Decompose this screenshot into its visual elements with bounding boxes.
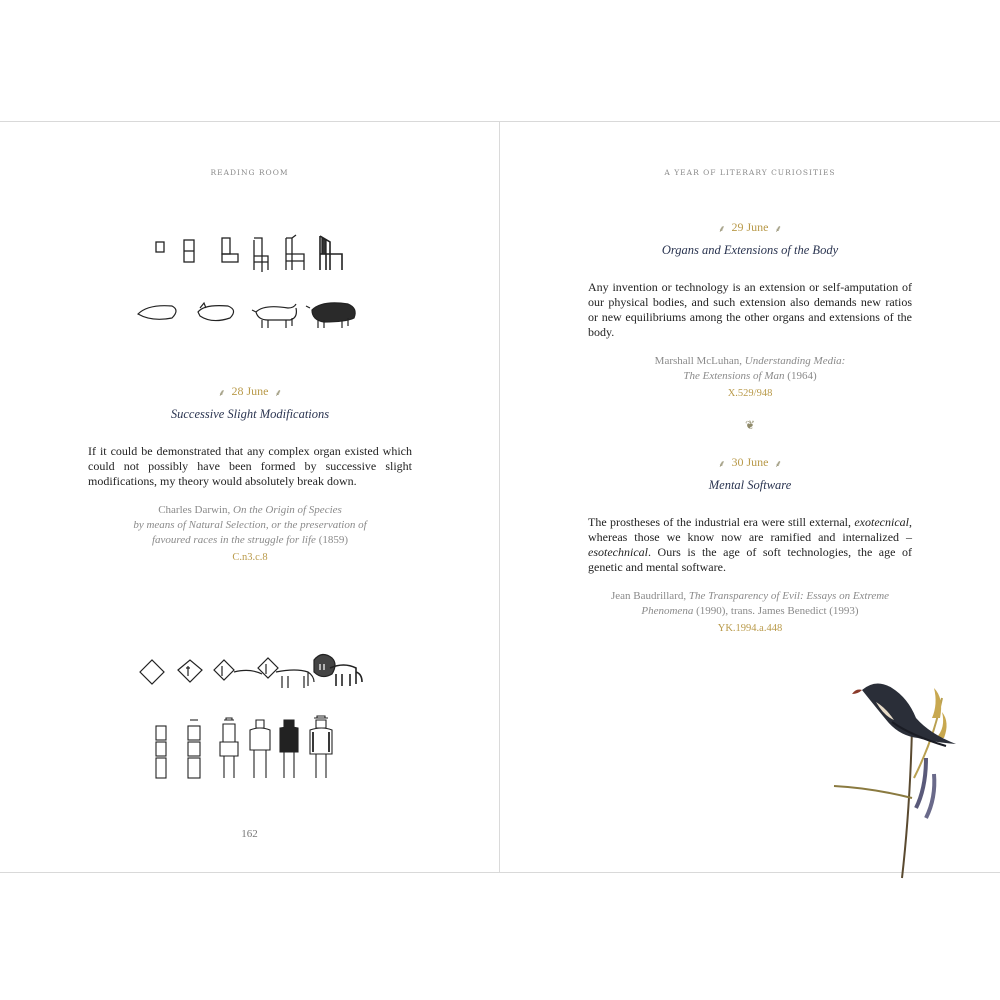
lion-evolution-drawing [136,650,366,694]
attribution: Marshall McLuhan, Understanding Media: The Extensions of Man (1964) [654,355,846,382]
entry-date: 30 June [731,455,769,469]
ornament-right-icon: ⸙ [774,223,782,235]
entry-date: 29 June [731,220,769,234]
entry-title: Organs and Extensions of the Body [661,243,839,257]
quote-segment: . Ours is the age of soft technologies, the age of genetic and mental software. [588,545,912,574]
shelfmark: X.529/948 [727,388,773,399]
quote-segment: , whereas those we know now are ramified and internalized – [588,515,912,544]
quote-text [588,515,912,575]
page-number: 162 [241,828,258,840]
shelfmark: YK.1994.a.448 [717,623,783,634]
author-name: Charles Darwin [158,504,228,516]
section-divider-icon: ❦ [744,418,756,432]
entry-title: Mental Software [708,478,792,492]
pig-evolution-drawing [134,298,364,332]
ornament-left-icon: ⸙ [218,387,226,399]
publication-year: (1964) [787,370,817,382]
author-name: Marshall McLuhan [654,355,740,367]
quote-emphasis: exotecnical [854,515,909,529]
date-heading [588,220,912,235]
entry-28-june [88,384,412,563]
swallow-on-grass-drawing [832,678,972,878]
quote-segment: The prostheses of the industrial era were still external, [588,515,855,529]
ornament-left-icon: ⸙ [718,223,726,235]
left-page [0,122,499,872]
right-page [500,122,1000,872]
chair-evolution-drawing [150,234,350,274]
work-title-line1: The Transparency of Evil: Essays on Extreme [688,590,890,602]
quote-emphasis: esotechnical [588,545,648,559]
attribution: Jean Baudrillard, The Transparency of Evil: Essays on Extreme Phenomena (1990), trans. James Benedict (1993) [610,590,890,617]
attribution: Charles Darwin, On the Origin of Species by means of Natural Selection, or the preservation of favoured races in the struggle for life (1859) [133,504,367,546]
ornament-left-icon: ⸙ [718,458,726,470]
running-head-right: A YEAR OF LITERARY CURIOSITIES [664,168,836,177]
date-heading [588,455,912,470]
entry-date: 28 June [231,384,269,398]
work-title-line2: The Extensions of Man [683,370,785,382]
publication-year: (1990), trans. James Benedict (1993) [696,605,859,617]
shelfmark: C.n3.c.8 [232,552,268,563]
work-title-line2: by means of Natural Selection, or the preservation of [133,519,367,531]
running-head-left: READING ROOM [210,168,289,177]
work-title-line1: Understanding Media: [744,355,846,367]
publication-year: (1859) [318,534,349,546]
work-title-line2: Phenomena [641,605,694,617]
quote-text: If it could be demonstrated that any complex organ existed which could not possibly have been formed by successive slight modifications, my theory would absolutely break down. [88,444,412,488]
ornament-right-icon: ⸙ [774,458,782,470]
author-name: Jean Baudrillard [610,590,684,602]
entry-29-june [588,220,912,399]
book-spread [0,121,1000,873]
ornament-right-icon: ⸙ [274,387,282,399]
entry-title: Successive Slight Modifications [170,407,330,421]
date-heading [88,384,412,399]
work-title-line3: favoured races in the struggle for life [151,534,316,546]
work-title-line1: On the Origin of Species [233,504,342,516]
quote-text: Any invention or technology is an extension or self-amputation of our physical bodies, and such extension also demands new ratios or new equilibriums among the other organs and extensions of the body. [588,280,912,339]
man-evolution-drawing [150,716,350,784]
entry-30-june [588,455,912,634]
